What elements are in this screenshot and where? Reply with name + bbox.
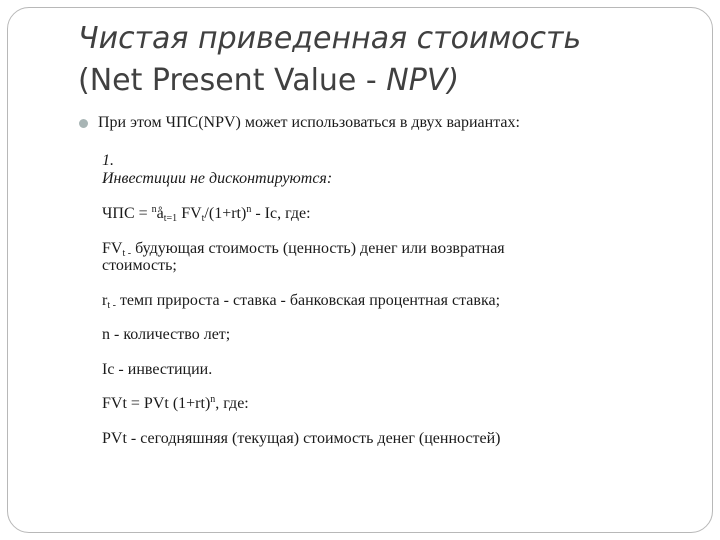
fv-formula-suffix: , где: (215, 395, 249, 412)
formula-mid: /(1+rt) (204, 205, 247, 222)
fv-formula (102, 395, 249, 413)
formula-prefix: ЧПС = (102, 205, 152, 222)
title-line-2 (78, 60, 581, 102)
fvt-text-1: будующая стоимость (ценность) денег или возвратная (131, 240, 505, 257)
n-definition: n - количество лет; (102, 326, 231, 343)
pvt-definition: PVt - сегодняшняя (текущая) стоимость денег (ценностей) (102, 430, 501, 447)
rt-definition (102, 292, 500, 310)
formula-sup-n: n (151, 204, 157, 215)
formula-fv: FV (177, 205, 202, 222)
fvt-definition (102, 240, 505, 258)
bullet-text: При этом ЧПС(NPV) может использоваться в двух вариантах: (98, 114, 520, 131)
formula-sup-n2: n (246, 204, 252, 215)
title-npv: NPV) (386, 63, 460, 98)
formula-sub-t1: t=1 (163, 213, 178, 224)
fv-formula-sup: n (210, 394, 216, 405)
title-line-2-prefix: (Net Present Value - (78, 63, 387, 98)
item-number: 1. (102, 152, 114, 169)
item-heading: Инвестиции не дисконтируются: (102, 170, 333, 187)
fvt-symbol: FV (102, 240, 123, 257)
bullet-dot-icon (79, 119, 88, 128)
fv-formula-prefix: FVt = PVt (1+rt) (102, 395, 211, 412)
fvt-sub: t - (122, 248, 132, 259)
ic-definition: Ic - инвестиции. (102, 361, 213, 378)
formula-suffix: - Ic, где: (251, 205, 311, 222)
formula-sub-t: t (201, 213, 205, 224)
slide-title (78, 18, 581, 102)
rt-sub: t - (107, 300, 116, 311)
fvt-definition-cont: стоимость; (102, 257, 177, 274)
title-line-1: Чистая приведенная стоимость (78, 21, 582, 56)
npv-formula (102, 205, 311, 223)
sum-symbol: å (156, 205, 164, 222)
rt-symbol: r (102, 292, 108, 309)
rt-text: темп прироста - ставка - банковская процентная ставка; (115, 292, 501, 309)
